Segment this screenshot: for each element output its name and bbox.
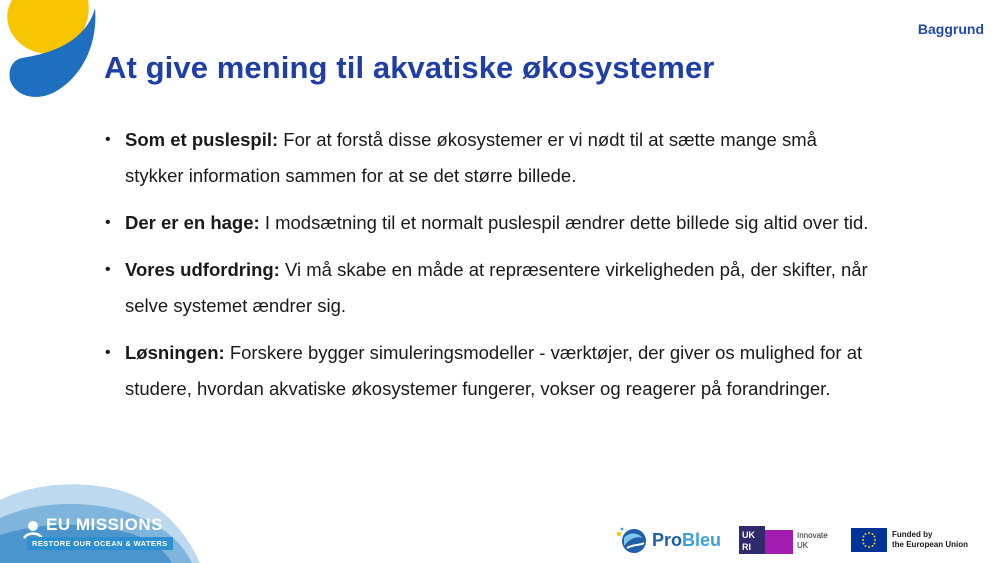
bullet-text: Vi må skabe en måde at repræsentere virkeligheden på, der skifter, når selve systemet ændrer sig. bbox=[125, 259, 868, 316]
eu-flag-icon bbox=[851, 528, 887, 552]
bullet-heading: Løsningen: bbox=[125, 342, 225, 363]
bullet-item bbox=[104, 252, 874, 324]
svg-text:RI: RI bbox=[742, 542, 751, 552]
section-tag: Baggrund bbox=[917, 21, 984, 37]
innovate-uk-label bbox=[797, 531, 828, 551]
bullet-item bbox=[104, 335, 874, 407]
funded-line-1: Funded by bbox=[892, 530, 933, 539]
innovate-line-2: UK bbox=[797, 541, 809, 550]
bullet-item bbox=[104, 205, 874, 241]
probleu-label-b: Bleu bbox=[682, 530, 722, 550]
bullet-heading: Som et puslespil: bbox=[125, 129, 279, 150]
ukri-logo-icon bbox=[739, 526, 793, 554]
funded-line-2: the European Union bbox=[892, 540, 968, 549]
bullet-dot-icon: • bbox=[105, 261, 111, 278]
innovate-line-1: Innovate bbox=[797, 531, 828, 540]
bullet-dot-icon: • bbox=[105, 214, 111, 231]
eu-missions-label: EU MISSIONS bbox=[46, 515, 163, 534]
page-title: At give mening til akvatiske økosystemer bbox=[104, 50, 715, 85]
bullet-item bbox=[104, 122, 874, 194]
bullet-text: Forskere bygger simuleringsmodeller - værktøjer, der giver os mulighed for at studere, hvordan akvatiske økosystemer fungerer, vokser og reagerer på forandringer. bbox=[125, 342, 863, 399]
svg-text:UK: UK bbox=[742, 530, 755, 540]
bullet-dot-icon: • bbox=[105, 344, 111, 361]
probleu-label bbox=[652, 530, 721, 551]
bullet-text: I modsætning til et normalt puslespil ændrer dette billede sig altid over tid. bbox=[259, 212, 869, 233]
probleu-label-a: Pro bbox=[652, 530, 683, 550]
bullet-dot-icon: • bbox=[105, 131, 111, 148]
funded-by-eu-label bbox=[892, 530, 968, 550]
bullet-heading: Vores udfordring: bbox=[125, 259, 280, 280]
bullet-heading: Der er en hage: bbox=[125, 212, 260, 233]
corner-logo-icon bbox=[0, 0, 100, 100]
bullet-text: For at forstå disse økosystemer er vi nødt til at sætte mange små stykker information sammen for at se det større billede. bbox=[125, 129, 817, 186]
bullet-list bbox=[104, 122, 874, 418]
eu-missions-subtitle: RESTORE OUR OCEAN & WATERS bbox=[27, 537, 173, 550]
